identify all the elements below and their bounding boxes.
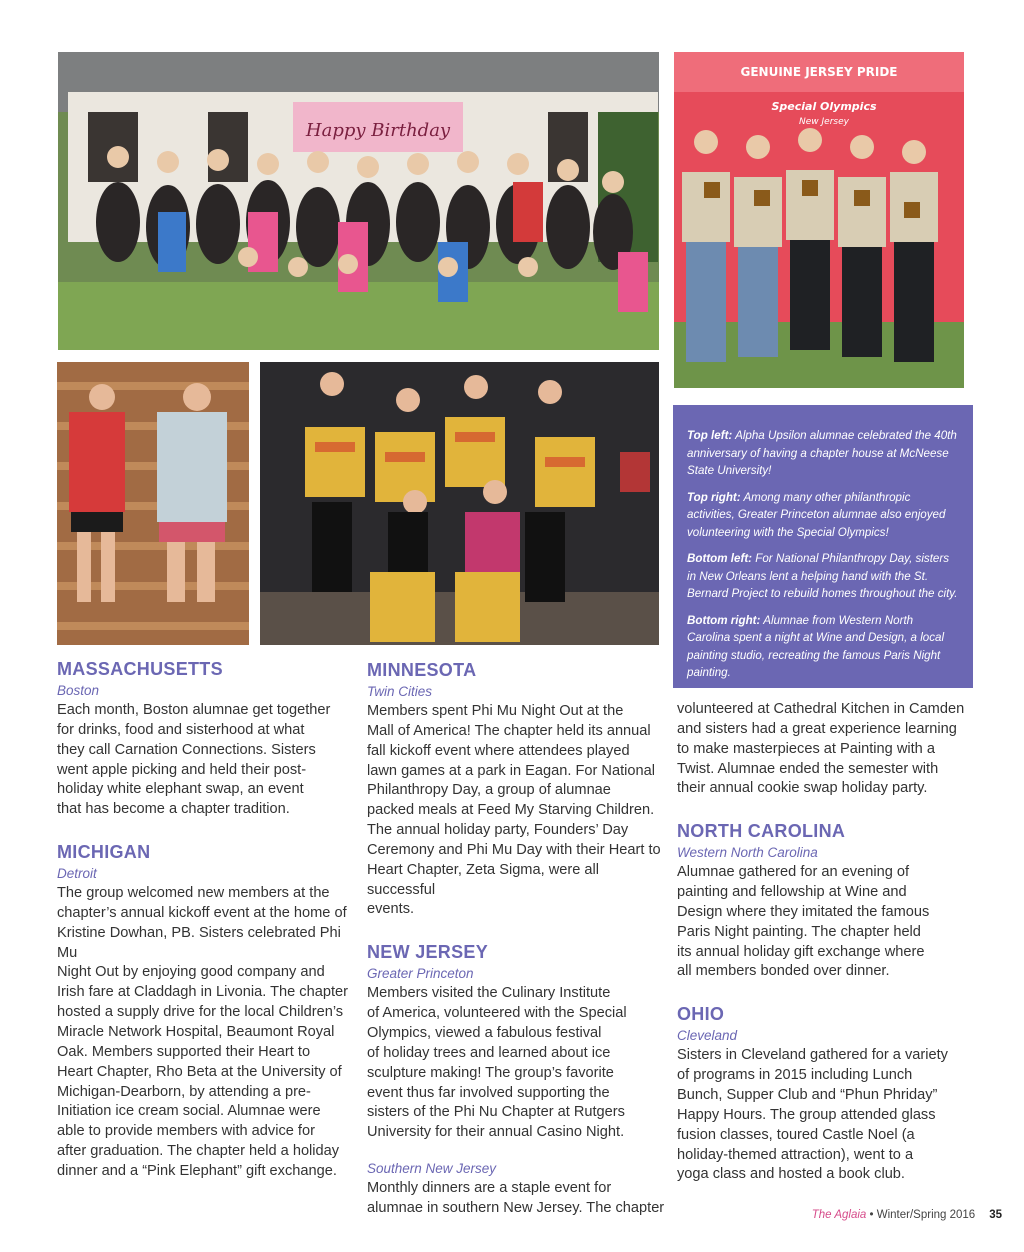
text-line: packed meals at Feed My Starving Children. (367, 802, 655, 819)
article-north-carolina (677, 863, 977, 982)
text-line: University for their annual Casino Night. (367, 1124, 625, 1141)
article-ohio (677, 1046, 977, 1185)
city-southern-new-jersey: Southern New Jersey (367, 1161, 497, 1177)
birthday-banner-text: Happy Birthday (305, 120, 451, 141)
text-line: Happy Hours. The group attended glass (677, 1106, 936, 1123)
text-line: event thus far involved supporting the (367, 1084, 610, 1101)
text-line: their annual cookie swap holiday party. (677, 780, 928, 797)
text-line: sculpture making! The group’s favorite (367, 1064, 614, 1081)
new-jersey-text: New Jersey (799, 117, 849, 127)
text-line: Initiation ice cream social. Alumnae were (57, 1103, 321, 1120)
text-line: The group welcomed new members at the (57, 885, 330, 902)
text-line: events. (367, 901, 415, 918)
text-line: Twist. Alumnae ended the semester with (677, 760, 939, 777)
text-line: Mall of America! The chapter held its annual (367, 722, 651, 739)
text-line: fall kickoff event where attendees played (367, 742, 630, 759)
special-olympics-text: Special Olympics (771, 100, 877, 113)
text-line: to make masterpieces at Painting with a (677, 740, 935, 757)
state-heading-north-carolina: NORTH CAROLINA (677, 821, 846, 842)
text-line: painting and fellowship at Wine and (677, 884, 907, 901)
text-line: Olympics, viewed a fabulous festival (367, 1024, 602, 1041)
text-line: hosted a supply drive for the local Children’s (57, 1004, 344, 1021)
city-twin-cities: Twin Cities (367, 684, 433, 699)
text-line: lawn games at a park in Eagan. For National (367, 762, 655, 779)
text-line: Heart Chapter, Rho Beta at the University of (57, 1063, 342, 1080)
text-line: sisters of the Phi Nu Chapter at Rutgers (367, 1104, 625, 1121)
caption-bottom-right: Bottom right: Alumnae from Western North Carolina spent a night at Wine and Design, a local painting studio, recreating the famous Paris Night painting. (687, 613, 945, 679)
city-cleveland: Cleveland (677, 1028, 738, 1044)
text-line: Each month, Boston alumnae get together (57, 702, 331, 718)
photo-top-right (674, 52, 964, 388)
text-line: volunteered at Cathedral Kitchen in Camden (677, 701, 965, 717)
text-line: Michigan-Dearborn, by attending a pre- (57, 1083, 311, 1100)
page-footer (812, 1209, 1002, 1221)
photo-top-left (58, 52, 659, 350)
footer-separator: • (866, 1209, 877, 1221)
text-line: Irish fare at Claddagh in Livonia. The chapter (57, 984, 348, 1001)
issue-label: Winter/Spring 2016 (876, 1209, 976, 1221)
city-boston: Boston (57, 683, 100, 698)
text-line: Monthly dinners are a staple event for (367, 1180, 612, 1197)
text-line: chapter’s annual kickoff event at the home of (57, 904, 347, 921)
state-heading-michigan: MICHIGAN (57, 842, 151, 863)
article-southern-new-jersey-continued (677, 700, 977, 799)
text-line: holiday white elephant swap, an event (57, 781, 304, 798)
page-number: 35 (989, 1209, 1002, 1221)
state-heading-minnesota: MINNESOTA (367, 660, 477, 680)
text-line: The annual holiday party, Founders’ Day (367, 822, 629, 839)
article-new-jersey (367, 984, 667, 1143)
text-line: Oak. Members supported their Heart to (57, 1043, 311, 1060)
text-line: Members spent Phi Mu Night Out at the (367, 703, 624, 719)
article-minnesota (367, 702, 667, 920)
text-line: fusion classes, toured Castle Noel (a (677, 1126, 915, 1143)
state-heading-new-jersey: NEW JERSEY (367, 942, 489, 963)
text-line: Alumnae gathered for an evening of (677, 864, 910, 881)
text-line: of America, volunteered with the Special (367, 1005, 627, 1022)
column-1 (57, 657, 357, 1182)
text-line: Night Out by enjoying good company and (57, 964, 325, 981)
photo-captions-box (673, 405, 973, 688)
column-3 (677, 700, 977, 1185)
photo-bottom-left (57, 362, 249, 645)
text-line: Ceremony and Phi Mu Day with their Heart to (367, 841, 661, 858)
caption-top-right: Top right: Among many other philanthropic activities, Greater Princeton alumnae also enjoyed volunteering with the Special Olympics! (687, 490, 946, 539)
city-western-north-carolina: Western North Carolina (677, 845, 818, 861)
text-line: and sisters had a great experience learning (677, 720, 957, 737)
article-michigan (57, 884, 357, 1182)
text-line: Philanthropy Day, a group of alumnae (367, 782, 611, 799)
text-line: Heart Chapter, Zeta Sigma, were all successful (367, 861, 599, 898)
magazine-name: The Aglaia (811, 1209, 867, 1221)
state-heading-ohio: OHIO (677, 1004, 725, 1025)
text-line: for drinks, food and sisterhood at what (57, 721, 305, 738)
text-line: of holiday trees and learned about ice (367, 1044, 611, 1061)
text-line: Sisters in Cleveland gathered for a variety (677, 1047, 948, 1064)
text-line: alumnae in southern New Jersey. The chapter (367, 1199, 665, 1216)
text-line: that has become a chapter tradition. (57, 801, 290, 818)
city-greater-princeton: Greater Princeton (367, 966, 474, 982)
text-line: after graduation. The chapter held a holiday (57, 1143, 340, 1160)
text-line: went apple picking and held their post- (57, 761, 307, 778)
text-line: holiday-themed attraction), went to a (677, 1146, 914, 1163)
text-line: Design where they imitated the famous (677, 903, 930, 920)
text-line: Members visited the Culinary Institute (367, 985, 611, 1002)
text-line: Paris Night painting. The chapter held (677, 923, 921, 940)
text-line: able to provide members with advice for (57, 1123, 315, 1140)
caption-bottom-left: Bottom left: For National Philanthropy Day, sisters in New Orleans lent a helping hand with the St. Bernard Project to rebuild homes throughout the city. (687, 552, 958, 600)
state-heading-massachusetts: MASSACHUSETTS (57, 659, 223, 679)
text-line: Bunch, Supper Club and “Phun Phriday” (677, 1086, 938, 1103)
text-line: all members bonded over dinner. (677, 963, 890, 980)
text-line: they call Carnation Connections. Sisters (57, 741, 316, 758)
article-southern-new-jersey (367, 1179, 667, 1219)
text-line: of programs in 2015 including Lunch (677, 1067, 913, 1084)
photo-bottom-right (260, 362, 659, 645)
caption-top-left: Top left: Alpha Upsilon alumnae celebrated the 40th anniversary of having a chapter house at McNeese State University! (687, 429, 957, 477)
jersey-pride-text: GENUINE JERSEY PRIDE (740, 65, 898, 79)
text-line: yoga class and hosted a book club. (677, 1166, 905, 1183)
column-2 (367, 658, 667, 1219)
text-line: Kristine Dowhan, PB. Sisters celebrated Phi Mu (57, 924, 341, 961)
text-line: Miracle Network Hospital, Beaumont Royal (57, 1023, 335, 1040)
city-detroit: Detroit (57, 866, 97, 882)
article-massachusetts (57, 701, 357, 820)
text-line: dinner and a “Pink Elephant” gift exchange. (57, 1162, 337, 1179)
text-line: its annual holiday gift exchange where (677, 943, 925, 960)
